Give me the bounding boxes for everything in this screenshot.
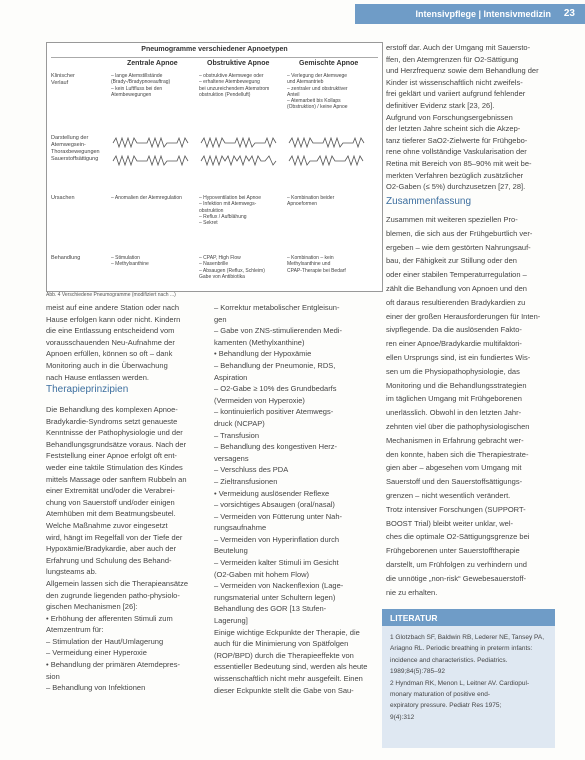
text-line: vorausschauenden Neu-Aufnahme der bbox=[46, 337, 175, 347]
text-line: (Vermeiden von Hyperoxie) bbox=[214, 395, 305, 405]
text-line: • Erhöhung der afferenten Stimuli zum bbox=[46, 613, 173, 623]
text-line: kamenten (Methylxanthine) bbox=[214, 337, 305, 347]
text-line: einer Extremität und/oder die Verabrei- bbox=[46, 486, 175, 496]
text-line: zehnten viel über die pathophysiologischen bbox=[386, 421, 530, 431]
text-line: – kontinuierlich positiver Atemwegs- bbox=[214, 407, 334, 417]
column-header-obstructive: Obstruktive Apnoe bbox=[207, 60, 270, 67]
text-line: Behandlungsgrundsätze voraus. Nach der bbox=[46, 439, 187, 449]
text-line: – Zieltransfusionen bbox=[214, 476, 278, 486]
journal-title: Intensivpflege | Intensivmedizin bbox=[415, 9, 551, 19]
column-3-summary bbox=[386, 213, 558, 599]
literature-line: incidence and characteristics. Pediatrics. bbox=[390, 656, 508, 664]
row-label-line: Darstellung der bbox=[51, 135, 89, 141]
row-label-line: Atemwegsein- bbox=[51, 142, 86, 148]
cell-line: bei unzureichendem Atemstrom bbox=[199, 85, 270, 92]
text-line: Monitoring und die Behandlungsstrategien bbox=[386, 380, 527, 390]
text-line: Hypoxämie/Bradykardie, aber auch der bbox=[46, 544, 177, 554]
text-line: den zugrunde liegenden patho-physiolo- bbox=[46, 590, 180, 600]
text-line: Hause erfolgen kann oder nicht. Kindern bbox=[46, 314, 181, 324]
row-label-line: Ursachen bbox=[51, 195, 75, 201]
text-line: Behandlung des GOR [13 Stufen- bbox=[214, 604, 327, 614]
literature-title: LITERATUR bbox=[390, 613, 438, 623]
text-line: – Behandlung von Infektionen bbox=[46, 683, 146, 693]
text-line: Atemzentrum für: bbox=[46, 625, 104, 635]
text-line: Welche Maßnahme zuvor eingesetzt bbox=[46, 520, 168, 530]
cell-line: (Brady-/Bradypnoeauftrag) bbox=[111, 79, 171, 86]
figure-title: Pneumogramme verschiedener Apnoetypen bbox=[141, 46, 288, 53]
cell-line: – Atemarbeit bis Kollaps bbox=[287, 98, 341, 105]
cell-line: Apnoeformen bbox=[287, 201, 318, 208]
cell-line: – Stimulation bbox=[111, 255, 140, 261]
text-line: blemen, die sich aus der Frühgeburtlich ver- bbox=[386, 228, 533, 238]
column-1-intro bbox=[46, 302, 208, 383]
text-line: einer der großen Herausforderungen für Inten- bbox=[386, 311, 541, 321]
text-line: Einige wichtige Eckpunkte der Therapie, die bbox=[214, 627, 360, 637]
text-line: – Stimulation der Haut/Umlagerung bbox=[46, 636, 164, 646]
text-line: – Vermeiden von Nackenflexion (Lage- bbox=[214, 581, 344, 591]
divider bbox=[51, 57, 378, 58]
section-heading-therapy: Therapieprinzipien bbox=[46, 384, 129, 395]
text-line: bau, der Fähigkeit zur Stillung oder den bbox=[386, 256, 517, 266]
text-line: dieser Eckpunkte stellt die Gabe von Sau- bbox=[214, 685, 354, 695]
cell-causes-central bbox=[111, 195, 199, 201]
cell-treatment-obstructive bbox=[199, 255, 287, 280]
text-line: ffen, den Atemgrenzen für O2-Sättigung bbox=[386, 54, 519, 64]
literature-line: 1989;84(5):785–92 bbox=[390, 668, 445, 676]
text-line: lungsteams ab. bbox=[46, 567, 97, 577]
text-line: O2-Gaben (≤ 5%) durchzusetzen [27, 28]. bbox=[386, 182, 526, 192]
text-line: Apnoen erfüllen, können so oft – dank bbox=[46, 349, 173, 359]
cell-line: – Anomalien der Atemregulation bbox=[111, 195, 182, 201]
literature-box bbox=[382, 626, 555, 748]
literature-line: 2 Hyndman RK, Menon L, Leitner AV. Cardiopul- bbox=[390, 679, 530, 687]
text-line: Kenntnisse der Pathophysiologie und der bbox=[46, 428, 183, 438]
cell-line: – lange Atemstillstände bbox=[111, 73, 163, 79]
text-line: – Korrektur metabolischer Entgleisun- bbox=[214, 303, 340, 312]
text-line: chung von Sauerstoff und/oder einigen bbox=[46, 497, 175, 507]
text-line: frei geklärt und variiert aufgrund fehlender bbox=[386, 89, 526, 99]
text-line: Beutelung bbox=[214, 546, 248, 556]
text-line: (ROP/BPD) durch die Therapieeffekte von bbox=[214, 650, 354, 660]
pneumogram-central bbox=[111, 135, 191, 169]
cell-line: – Kombination beider bbox=[287, 195, 335, 201]
text-line: essentieller Bedeutung sind, werden als heute bbox=[214, 662, 368, 672]
cell-line: obstruktion (Pendelluft) bbox=[199, 91, 251, 98]
text-line: die unnötige „non-risk“ Gewebesauerstoff- bbox=[386, 573, 526, 583]
row-label-line: Klinischer bbox=[51, 73, 75, 79]
text-line: Bradykardie-Syndroms setzt genaueste bbox=[46, 416, 178, 426]
text-line: Allgemein lassen sich die Therapieansätze bbox=[46, 578, 189, 588]
text-line: Sauerstoff und den Sauerstoffsättigungs- bbox=[386, 477, 523, 487]
cell-line: – CPAP, High Flow bbox=[199, 255, 241, 261]
row-label-line: Verlauf bbox=[51, 80, 69, 86]
cell-line: – Sekret bbox=[199, 220, 218, 227]
text-line: den konnte, haben sich die Therapiestrate- bbox=[386, 449, 529, 459]
text-line: definitiver Evidenz stark [23, 26]. bbox=[386, 100, 495, 110]
text-line: oft daraus resultierenden Bradykardien zu bbox=[386, 297, 526, 307]
text-line: – Behandlung des kongestiven Herz- bbox=[214, 442, 337, 452]
cell-treatment-mixed bbox=[287, 255, 375, 274]
text-line: – Vermeiden von Fütterung unter Nah- bbox=[214, 511, 342, 521]
text-line: Frühgeborenen unter Sauerstofftherapie bbox=[386, 546, 520, 556]
text-line: • Behandlung der primären Atemdepres- bbox=[46, 660, 180, 670]
text-line: Aspiration bbox=[214, 372, 248, 382]
row-label-line: Behandlung bbox=[51, 255, 81, 261]
cell-line: – kein Luftfluss bei den bbox=[111, 85, 163, 92]
text-line: – Vermeiden kalter Stimuli im Gesicht bbox=[214, 558, 339, 568]
cell-line: – Kombination – kein bbox=[287, 255, 334, 261]
text-line: weder eine taktile Stimulation des Kindes bbox=[46, 462, 183, 472]
text-line: Lagerung] bbox=[214, 616, 248, 626]
text-line: – O2-Gabe ≥ 10% des Grundbedarfs bbox=[214, 384, 337, 394]
text-line: – Verschluss des PDA bbox=[214, 465, 289, 475]
cell-line: Methylxanthine und bbox=[287, 261, 331, 268]
pneumogram-mixed bbox=[287, 135, 372, 169]
pneumogram-obstructive bbox=[199, 135, 279, 169]
text-line: Retina mit Bereich von 85–90% mit weit be- bbox=[386, 158, 532, 168]
cell-course-central bbox=[111, 73, 199, 98]
cell-line: obstruktion bbox=[199, 207, 224, 214]
literature-line: expiratory pressure. Pediatr Res 1975; bbox=[390, 702, 502, 710]
literature-line: monary maturation of positive end- bbox=[390, 691, 491, 699]
text-line: – Transfusion bbox=[214, 430, 260, 440]
text-line: gien aber – abgesehen vom Umgang mit bbox=[386, 463, 522, 473]
cell-line: Anteil bbox=[287, 91, 300, 98]
column-header-mixed: Gemischte Apnoe bbox=[299, 60, 359, 67]
text-line: ches die optimale O2-Sättigungsgrenze bei bbox=[386, 532, 530, 542]
text-line: wissenschaftlich nicht mehr ausgefeilt. Einen bbox=[214, 674, 363, 683]
text-line: – Gabe von ZNS-stimulierenden Medi- bbox=[214, 326, 342, 336]
cell-line: – Verlegung der Atemwege bbox=[287, 73, 348, 79]
cell-line: – Absaugen (Reflux, Schleim) bbox=[199, 267, 265, 274]
text-line: nach Hause entlassen werden. bbox=[46, 372, 149, 382]
text-line: Erfahrung und Schulung des Behand- bbox=[46, 555, 172, 565]
text-line: gen bbox=[214, 314, 227, 324]
cell-causes-mixed bbox=[287, 195, 375, 208]
cell-line: – Infektion mit Atemwegs- bbox=[199, 201, 257, 208]
text-line: Monitoring auch in die Überwachung bbox=[46, 360, 168, 370]
row-label-course bbox=[51, 73, 109, 87]
running-header bbox=[355, 4, 585, 24]
section-heading-summary: Zusammenfassung bbox=[386, 196, 472, 207]
column-3-intro bbox=[386, 42, 558, 193]
column-header-central: Zentrale Apnoe bbox=[127, 60, 178, 67]
text-line: – Vermeidung einer Hyperoxie bbox=[46, 648, 147, 658]
text-line: – Vermeiden von Hyperinflation durch bbox=[214, 534, 340, 544]
text-line: Feststellung einer Apnoe erfolgt oft ent- bbox=[46, 451, 177, 461]
cell-line: und Atemantrieb bbox=[287, 79, 324, 86]
text-line: druck (NCPAP) bbox=[214, 418, 265, 428]
text-line: und Herzfrequenz sowie dem Behandlung der bbox=[386, 66, 539, 76]
text-line: zählt die Behandlung von Apnoen und den bbox=[386, 283, 527, 293]
text-line: rene ohne vollständige Vaskularisation der bbox=[386, 147, 527, 157]
text-line: Die Behandlung des komplexen Apnoe- bbox=[46, 405, 178, 414]
text-line: Zusammen mit weiteren speziellen Pro- bbox=[386, 215, 518, 224]
text-line: darstellt, um Frühfolgen zu verhindern und bbox=[386, 559, 527, 569]
text-line: sen um die Physiopathophysiologie, das bbox=[386, 366, 520, 376]
row-label-line: Thoraxbewegungen bbox=[51, 149, 100, 155]
text-line: ren einer Apnoe/Bradykardie multifaktori- bbox=[386, 339, 522, 349]
text-line: der letzten Jahre scheint sich die Akzep- bbox=[386, 124, 521, 134]
text-line: Atemhüben mit dem Beatmungsbeutel. bbox=[46, 509, 176, 519]
text-line: im täglichen Umgang mit Frühgeborenen bbox=[386, 394, 522, 404]
text-line: • Behandlung der Hypoxämie bbox=[214, 349, 312, 359]
cell-line: – Nasenbrille bbox=[199, 261, 229, 268]
text-line: unerlässlich. Obwohl in den letzten Jahr- bbox=[386, 408, 522, 418]
cell-line: Atembewegungen bbox=[111, 91, 152, 98]
cell-treatment-central bbox=[111, 255, 199, 268]
row-label-traces bbox=[51, 135, 109, 163]
text-line: (O2-Gaben mit hohem Flow) bbox=[214, 569, 310, 579]
figure-pneumograms bbox=[46, 42, 383, 292]
text-line: Trotz intensiver Forschungen (SUPPORT- bbox=[386, 504, 526, 514]
text-line: merkten Verfahren bezüglich zusätzlicher bbox=[386, 170, 524, 180]
text-line: oder einer stabilen Temperaturregulation – bbox=[386, 270, 527, 280]
text-line: tanz tieferer SaO2-Zielwerte für Frühgebo- bbox=[386, 135, 528, 145]
cell-line: – obstruktive Atemwege oder bbox=[199, 73, 264, 79]
text-line: auch für die Minimierung von Spätfolgen bbox=[214, 639, 349, 649]
text-line: BOOST Trial) bleibt weiter unklar, wel- bbox=[386, 518, 513, 528]
text-line: wird, hängt im Regelfall von der Tiefe der bbox=[46, 532, 183, 542]
text-line: rungsmaterial unter Schultern legen) bbox=[214, 592, 336, 602]
text-line: Mechanismen in Erfahrung gebracht wer- bbox=[386, 435, 524, 445]
text-line: gischen Mechanismen [26]: bbox=[46, 602, 138, 612]
cell-line: Gabe von Antibiotika bbox=[199, 273, 245, 280]
text-line: – vorsichtiges Absaugen (oral/nasal) bbox=[214, 500, 335, 510]
cell-line: (Obstruktion) / keine Apnoe bbox=[287, 104, 348, 111]
text-line: • Vermeidung auslösender Reflexe bbox=[214, 488, 330, 498]
text-line: nie zu erhalten. bbox=[386, 587, 438, 597]
text-line: grenzen – nicht wesentlich verändert. bbox=[386, 490, 511, 500]
literature-line: Ariagno RL. Periodic breathing in preterm infants: bbox=[390, 645, 533, 653]
cell-line: – zentraler und obstruktiver bbox=[287, 85, 348, 92]
row-label-causes bbox=[51, 195, 109, 202]
cell-course-obstructive bbox=[199, 73, 287, 98]
cell-line: – Reflux / Aufblähung bbox=[199, 213, 247, 220]
cell-causes-obstructive bbox=[199, 195, 287, 226]
text-line: sion bbox=[46, 671, 60, 681]
row-label-treatment bbox=[51, 255, 109, 262]
text-line: sivpflegende. Da die auslösenden Fakto- bbox=[386, 325, 522, 335]
text-line: versagens bbox=[214, 453, 249, 463]
literature-header bbox=[382, 609, 555, 626]
text-line: ellen Ursprungs sind, ist ein fundiertes Wis- bbox=[386, 352, 531, 362]
text-line: mittels Massage oder sanftem Rubbeln an bbox=[46, 474, 187, 484]
text-line: Aufgrund von Forschungsergebnissen bbox=[386, 112, 513, 122]
literature-line: 9(4):312 bbox=[390, 713, 415, 721]
text-line: rungsaufnahme bbox=[214, 523, 267, 533]
text-line: meist auf eine andere Station oder nach bbox=[46, 303, 180, 312]
text-line: die eine Entlassung entscheidend vom bbox=[46, 326, 175, 336]
row-label-line: Sauerstoffsättigung bbox=[51, 156, 99, 162]
cell-line: – Hypoventilation bei Apnoe bbox=[199, 195, 261, 201]
cell-course-mixed bbox=[287, 73, 375, 111]
figure-caption: Abb. 4 Verschiedene Pneumogramme (modifiziert nach ...) bbox=[46, 292, 176, 298]
page-number: 23 bbox=[563, 8, 575, 19]
text-line: erstoff dar. Auch der Umgang mit Sauersto- bbox=[386, 43, 531, 52]
cell-line: – Methylxanthine bbox=[111, 261, 149, 268]
text-line: – Behandlung der Pneumonie, RDS, bbox=[214, 360, 336, 370]
column-1-therapy bbox=[46, 404, 208, 694]
text-line: Kinder ist wissenschaftlich nicht zweifels- bbox=[386, 77, 523, 87]
text-line: ergeben – wie dem gestörten Nahrungsauf- bbox=[386, 242, 531, 252]
column-2-text bbox=[214, 302, 378, 696]
literature-line: 1 Glotzbach SF, Baldwin RB, Lederer NE, Tansey PA, bbox=[390, 634, 545, 641]
cell-line: CPAP-Therapie bei Bedarf bbox=[287, 267, 346, 274]
cell-line: – erhaltene Atembewegung bbox=[199, 79, 260, 86]
